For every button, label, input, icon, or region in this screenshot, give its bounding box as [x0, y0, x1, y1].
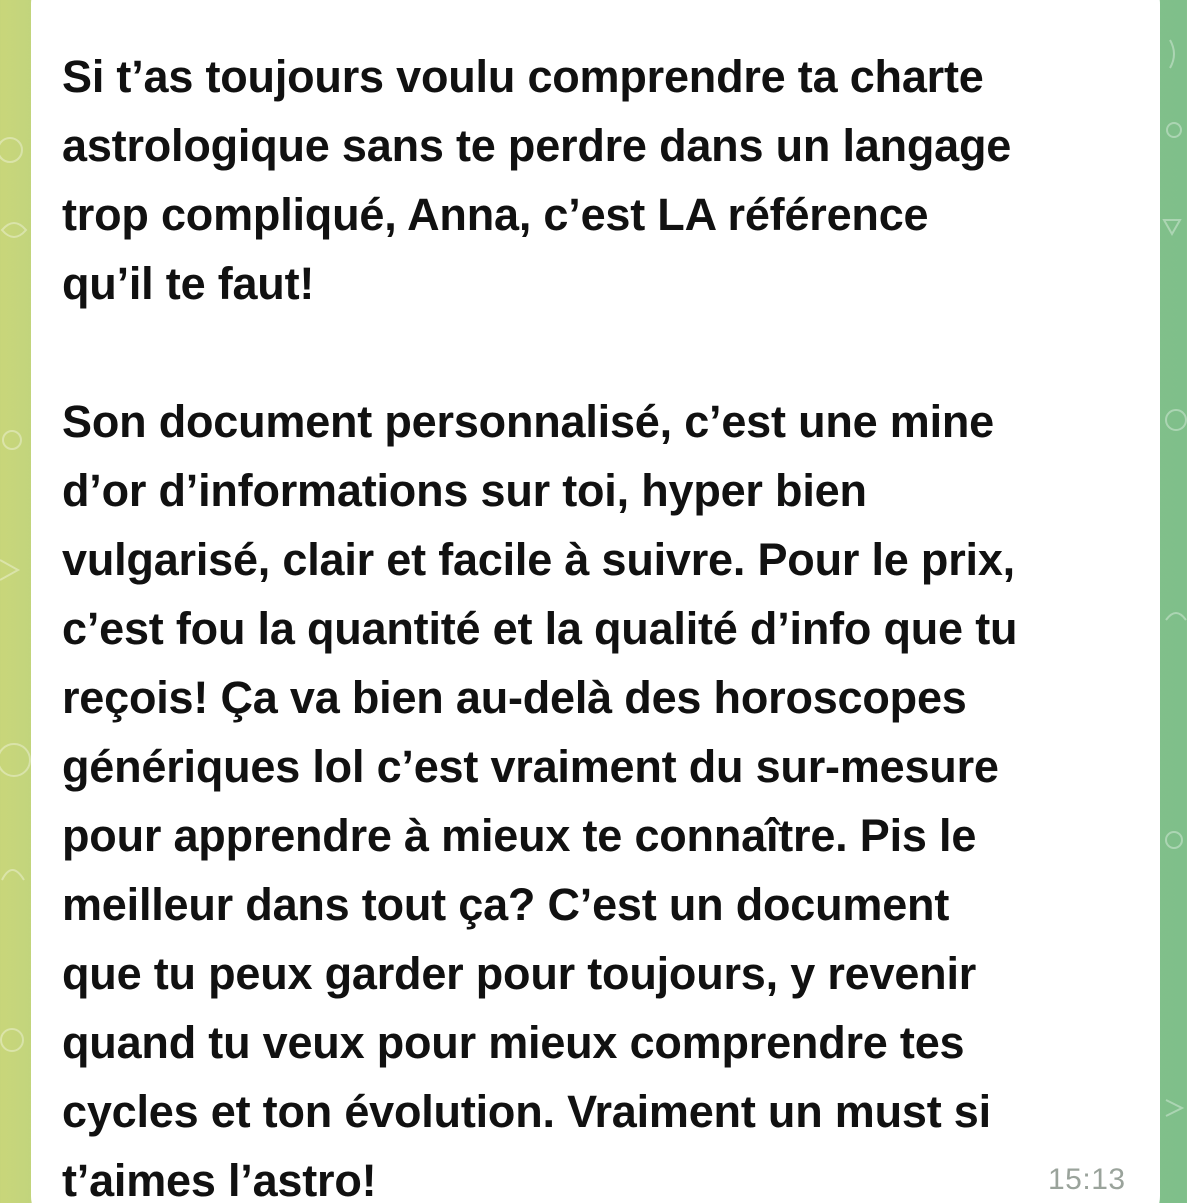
message-line: Son document personnalisé, c’est une mine: [62, 396, 995, 447]
paragraph-spacer: [62, 318, 1142, 387]
message-line: c’est fou la quantité et la qualité d’info que tu: [62, 603, 1018, 654]
message-line: pour apprendre à mieux te connaître. Pis le: [62, 810, 977, 861]
message-line: Si t’as toujours voulu comprendre ta charte: [62, 51, 984, 102]
message-line: que tu peux garder pour toujours, y revenir: [62, 948, 977, 999]
message-line: qu’il te faut!: [62, 258, 315, 309]
message-line: meilleur dans tout ça? C’est un document: [62, 879, 950, 930]
message-line: génériques lol c’est vraiment du sur-mesure: [62, 741, 999, 792]
message-line: t’aimes l’astro!: [62, 1155, 377, 1203]
message-paragraph-2: [62, 387, 1142, 1203]
message-line: d’or d’informations sur toi, hyper bien: [62, 465, 867, 516]
message-line: trop compliqué, Anna, c’est LA référence: [62, 189, 929, 240]
message-line: cycles et ton évolution. Vraiment un must si: [62, 1086, 991, 1137]
message-line: vulgarisé, clair et facile à suivre. Pour le prix,: [62, 534, 1015, 585]
message-line: astrologique sans te perdre dans un langage: [62, 120, 1012, 171]
message-line: quand tu veux pour mieux comprendre tes: [62, 1017, 965, 1068]
message-timestamp: 15:13: [1048, 1163, 1126, 1196]
message-text: [62, 42, 1142, 1203]
message-paragraph-1: [62, 42, 1142, 318]
message-line: reçois! Ça va bien au-delà des horoscopes: [62, 672, 967, 723]
